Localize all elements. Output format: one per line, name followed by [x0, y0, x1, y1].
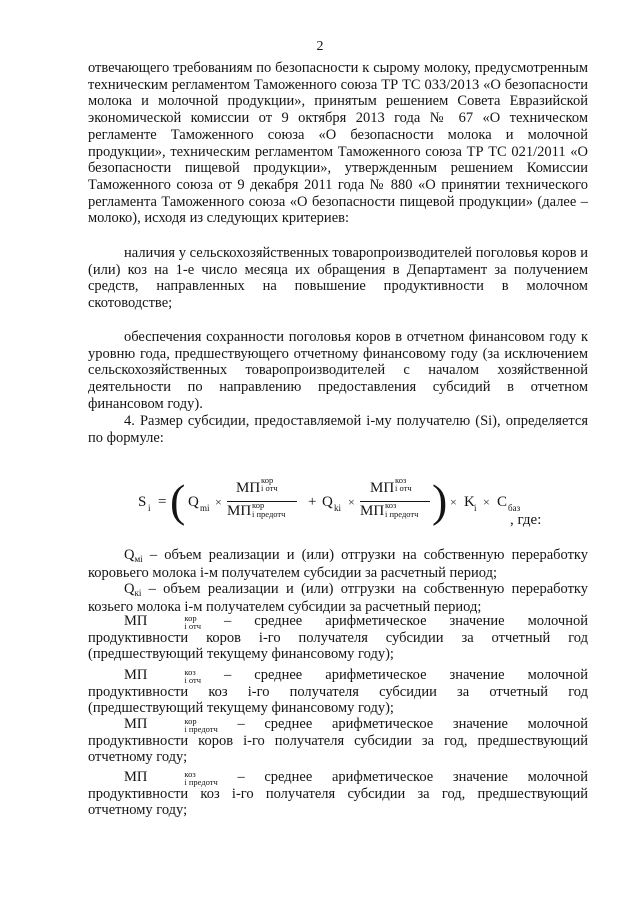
formula-mp-cow-report-sup: кор	[261, 475, 274, 485]
formula-times-4: ×	[483, 495, 490, 509]
definition-mp-cow-prev	[88, 716, 588, 766]
definition-symbol-sup: кор	[184, 612, 197, 623]
formula-q-goat: Q	[322, 494, 333, 510]
definition-symbol-sub: i предотч	[184, 776, 218, 787]
definition-text: – среднее арифметическое значение молочной продуктивности коров i-го получателя субсидии за год, предшествующий отчетному году;	[88, 716, 588, 766]
definition-mp-goat-prev	[88, 769, 588, 819]
formula-mp-cow-prev-sub: i предотч	[252, 509, 286, 519]
formula-mp-goat-prev-sup: коз	[385, 500, 397, 510]
formula-mp-cow-prev: МП	[227, 503, 252, 519]
body-paragraph-requirements: отвечающего требованиям по безопасности к сырому молоку, предусмотренным техническим регламентом Таможенного союза ТР ТС 033/2013 «О безопасности молока и молочной продукции», принятым решением Совета Евразийской экономической комиссии от 9 октября 2013 года № 67 «О техническом регламенте Таможенного союза «О безопасности молока и молочной продукции», техническим регламентом Таможенного союза ТР ТС 021/2011 «О безопасности пищевой продукции», утвержденным решением Комиссии Таможенного союза от 9 декабря 2011 года № 880 «О принятии технического регламента Таможенного союза «О безопасности пищевой продукции» (далее – молоко), исходя из следующих критериев:	[88, 60, 588, 227]
formula-s: S	[138, 494, 147, 510]
definition-symbol: МП	[124, 716, 148, 732]
formula-q-goat-sub: ki	[334, 503, 342, 513]
body-paragraph-criterion-preservation: обеспечения сохранности поголовья коров в отчетном финансовом году к уровню года, предшествующего отчетному финансовому году (за исключением сельскохозяйственных товаропроизводителей с началом хозяйственной деятельности по направлению предоставления субсидий в отчетном финансовом году).	[88, 329, 588, 412]
formula-times-3: ×	[450, 495, 457, 509]
definition-symbol-sub: i отч	[184, 674, 201, 685]
formula-mp-cow-report-sub: i отч	[261, 483, 278, 493]
formula-open-paren: (	[170, 475, 186, 526]
formula-c: С	[497, 494, 508, 510]
definition-symbol: МП	[124, 613, 148, 629]
definition-text: – среднее арифметическое значение молочной продуктивности коров i-го получателя субсидии за отчетный год (предшествующий текущему финансовому году);	[88, 613, 588, 663]
definition-symbol-sub: i отч	[184, 620, 201, 631]
formula-times-1: ×	[215, 495, 222, 509]
formula-close-paren: )	[432, 475, 448, 526]
definition-symbol-sub: мi	[134, 554, 143, 564]
formula-where: , где:	[510, 512, 542, 528]
definition-text: – объем реализации и (или) отгрузки на собственную переработку козьего молока i-м получателем субсидии за расчетный период;	[88, 581, 588, 615]
formula-plus: +	[308, 494, 317, 510]
definition-text: – среднее арифметическое значение молочной продуктивности коз i-го получателя субсидии за год, предшествующий отчетному году;	[88, 769, 588, 819]
formula-k-sub: i	[474, 503, 477, 513]
formula-mp-cow-prev-sup: кор	[252, 500, 265, 510]
definition-symbol-sup: коз	[184, 666, 196, 677]
body-paragraph-criterion-livestock: наличия у сельскохозяйственных товаропроизводителей поголовья коров и (или) коз на 1-е число месяца их обращения в Департамент за получением средств, направленных на повышение продуктивности в молочном скотоводстве;	[88, 245, 588, 312]
definition-symbol-sub: кi	[134, 588, 142, 598]
formula-mp-goat-report: МП	[370, 480, 395, 496]
definition-symbol: МП	[124, 769, 148, 785]
definition-symbol-sup: кор	[184, 715, 197, 726]
formula-mp-cow-report: МП	[236, 480, 261, 496]
definition-symbol-sub: i предотч	[184, 723, 218, 734]
formula-equals: =	[158, 494, 167, 510]
formula-mp-goat-report-sub: i отч	[395, 483, 412, 493]
definition-symbol: Q	[124, 581, 135, 597]
definition-mp-cow-report	[88, 613, 588, 663]
definition-text: – объем реализации и (или) отгрузки на собственную переработку коровьего молока i-м получателем субсидии за расчетный период;	[88, 547, 588, 581]
subsidy-formula	[130, 472, 590, 532]
formula-s-sub: i	[148, 503, 151, 513]
formula-q-milk-sub: mi	[200, 503, 210, 513]
formula-times-2: ×	[348, 495, 355, 509]
formula-c-sub: баз	[508, 503, 521, 513]
formula-q-milk: Q	[188, 494, 199, 510]
formula-mp-goat-report-sup: коз	[395, 475, 407, 485]
page-number: 2	[316, 39, 324, 54]
definition-text: – среднее арифметическое значение молочной продуктивности коз i-го получателя субсидии за отчетный год (предшествующий текущему финансовому году);	[88, 667, 588, 717]
definition-symbol: МП	[124, 667, 148, 683]
definition-symbol-sup: коз	[184, 768, 196, 779]
definition-symbol: Q	[124, 547, 135, 563]
formula-mp-goat-prev-sub: i предотч	[385, 509, 419, 519]
formula-mp-goat-prev: МП	[360, 503, 385, 519]
body-paragraph-subsidy-size: 4. Размер субсидии, предоставляемой i-му получателю (Si), определяется по формуле:	[88, 413, 588, 446]
definition-q-milk	[88, 547, 588, 581]
formula-k: K	[464, 494, 475, 510]
definition-mp-goat-report	[88, 667, 588, 717]
definition-q-goat	[88, 581, 588, 615]
